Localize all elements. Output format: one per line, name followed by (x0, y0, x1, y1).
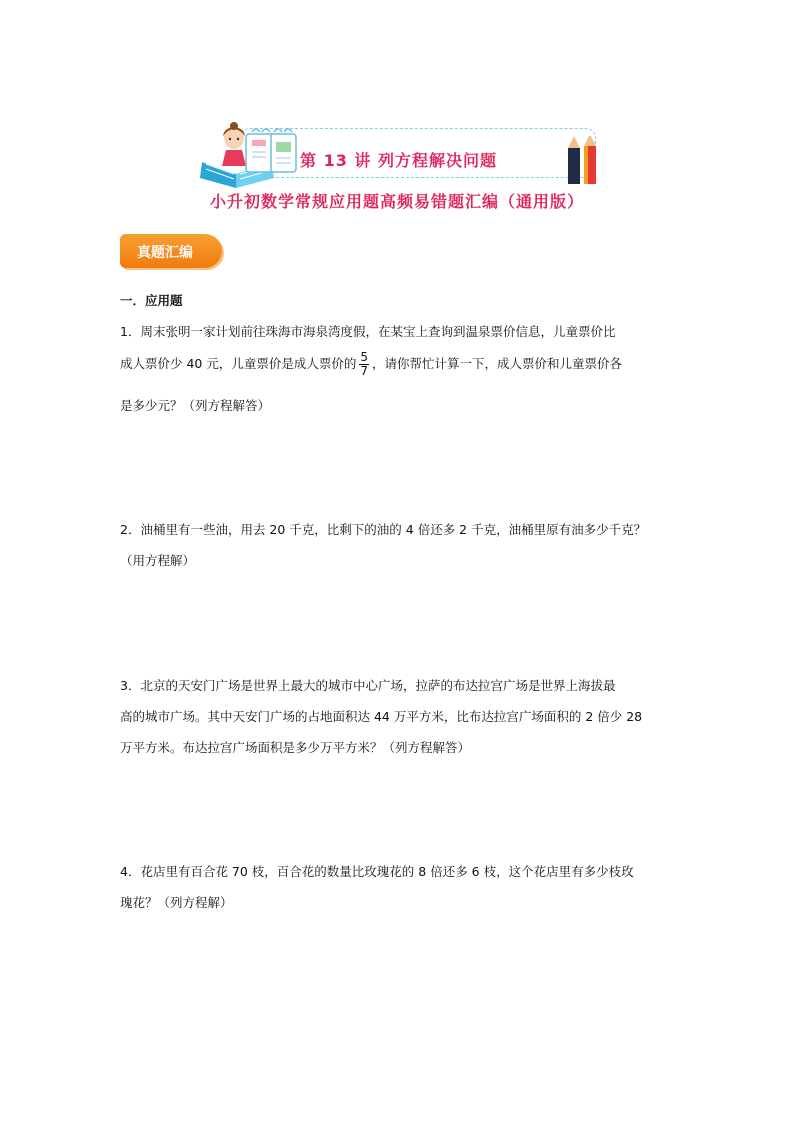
section-tab-label: 真题汇编 (137, 245, 193, 261)
question-1-line-2 (120, 351, 622, 378)
fraction-denominator: 7 (360, 364, 368, 378)
section-tab (120, 234, 222, 268)
question-2-line-2: （用方程解） (120, 553, 196, 568)
document-subtitle: 小升初数学常规应用题高频易错题汇编（通用版） (209, 192, 584, 211)
question-2-line-1: 2．油桶里有一些油，用去 20 千克，比剩下的油的 4 倍还多 2 千克，油桶里原有油多少千克？ (120, 522, 647, 537)
section-heading: 一．应用题 (120, 293, 183, 308)
pencils-icon (560, 136, 606, 188)
fraction (359, 351, 369, 378)
question-4-line-2: 瑰花？（列方程解） (120, 895, 233, 910)
question-3-line-2: 高的城市广场。其中天安门广场的占地面积达 44 万平方米，比布达拉宫广场面积的 2 倍少 28 (120, 709, 643, 724)
question-1-line-2-start: 成人票价少 40 元，儿童票价是成人票价的 (120, 356, 357, 371)
question-3-line-3: 万平方米。布达拉宫广场面积是多少万平方米？（列方程解答） (120, 740, 471, 755)
question-1-line-3: 是多少元？（列方程解答） (120, 398, 271, 413)
question-4-line-1: 4．花店里有百合花 70 枝，百合花的数量比玫瑰花的 8 倍还多 6 枝，这个花店里有多少枝玫 (120, 864, 634, 879)
question-3-line-1: 3．北京的天安门广场是世界上最大的城市中心广场，拉萨的布达拉宫广场是世界上海拔最 (120, 678, 616, 693)
question-1-line-1: 1．周末张明一家计划前往珠海市海泉湾度假，在某宝上查询到温泉票价信息，儿童票价比 (120, 324, 616, 339)
lesson-title: 第 13 讲 列方程解决问题 (300, 151, 497, 170)
notebook-icon (242, 126, 302, 178)
fraction-numerator: 5 (360, 350, 368, 364)
question-1-line-2-end: ，请你帮忙计算一下，成人票价和儿童票价各 (372, 356, 623, 371)
